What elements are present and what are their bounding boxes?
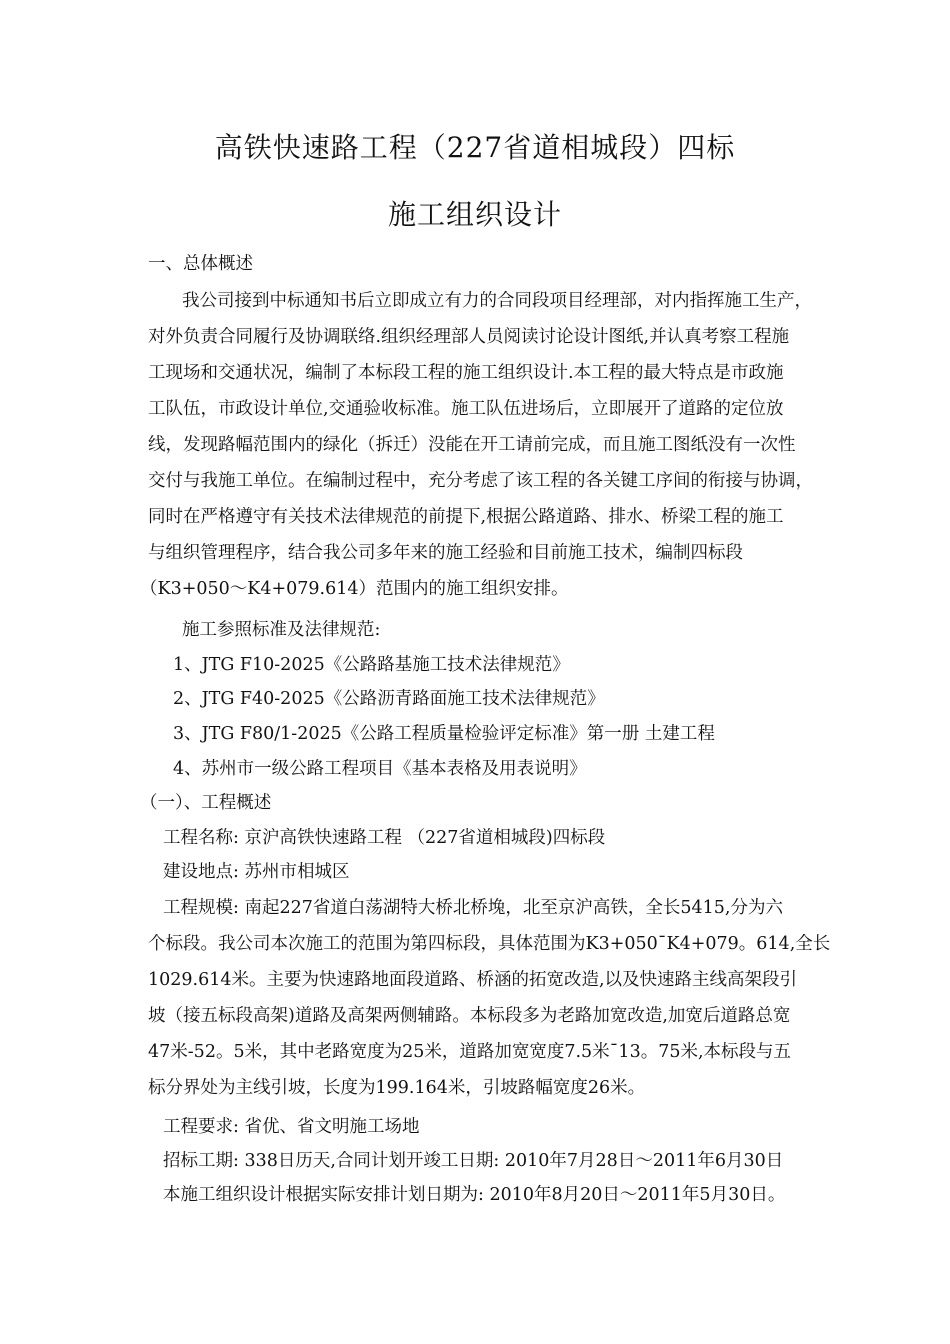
document-title: 高铁快速路工程（227省道相城段）四标 <box>214 131 736 164</box>
standard-item: 3、JTG F80/1-2025《公路工程质量检验评定标准》第一册 土建工程 <box>173 724 715 744</box>
project-scale-line: 工程规模: 南起227省道白荡湖特大桥北桥堍，北至京沪高铁，全长5415,分为六 <box>163 898 783 918</box>
paragraph-line: 同时在严格遵守有关技术法律规范的前提下,根据公路道路、排水、桥梁工程的施工 <box>148 507 784 527</box>
paragraph-line: 交付与我施工单位。在编制过程中，充分考虑了该工程的各关键工序间的衔接与协调， <box>148 471 813 491</box>
project-name: 工程名称: 京沪高铁快速路工程 （227省道相城段)四标段 <box>163 828 606 848</box>
standard-item: 1、JTG F10-2025《公路路基施工技术法律规范》 <box>173 655 570 675</box>
paragraph-line: （K3+050～K4+079.614）范围内的施工组织安排。 <box>140 579 569 599</box>
project-scale-line: 坡（接五标段高架)道路及高架两侧辅路。本标段多为老路加宽改造,加宽后道路总宽 <box>148 1006 791 1026</box>
project-scale-line: 个标段。我公司本次施工的范围为第四标段，具体范围为K3+050¯K4+079。614,全长 <box>148 934 831 954</box>
standards-heading: 施工参照标准及法律规范: <box>182 620 381 640</box>
project-requirements: 工程要求: 省优、省文明施工场地 <box>163 1117 420 1137</box>
paragraph-line: 对外负责合同履行及协调联络.组织经理部人员阅读讨论设计图纸,并认真考察工程施 <box>148 327 790 347</box>
plan-period: 本施工组织设计根据实际安排计划日期为: 2010年8月20日～2011年5月30日。 <box>163 1185 786 1205</box>
section-heading-overview: 一、总体概述 <box>148 254 253 274</box>
standard-item: 2、JTG F40-2025《公路沥青路面施工技术法律规范》 <box>173 689 605 709</box>
bid-period: 招标工期: 338日历天,合同计划开竣工日期: 2010年7月28日～2011年6月30日 <box>163 1151 784 1171</box>
paragraph-line: 工现场和交通状况，编制了本标段工程的施工组织设计.本工程的最大特点是市政施 <box>148 363 784 383</box>
document-subtitle: 施工组织设计 <box>387 198 562 231</box>
subsection-heading-project: （一）、工程概述 <box>140 793 272 813</box>
paragraph-line: 工队伍，市政设计单位,交通验收标准。施工队伍进场后，立即展开了道路的定位放 <box>148 399 784 419</box>
paragraph-line: 我公司接到中标通知书后立即成立有力的合同段项目经理部，对内指挥施工生产， <box>182 291 812 311</box>
project-scale-line: 标分界处为主线引坡，长度为199.164米，引坡路幅宽度26米。 <box>148 1078 646 1098</box>
paragraph-line: 线，发现路幅范围内的绿化（拆迁）没能在开工请前完成，而且施工图纸没有一次性 <box>148 435 796 455</box>
project-location: 建设地点: 苏州市相城区 <box>163 862 350 882</box>
standard-item: 4、苏州市一级公路工程项目《基本表格及用表说明》 <box>173 759 587 779</box>
project-scale-line: 1029.614米。主要为快速路地面段道路、桥涵的拓宽改造,以及快速路主线高架段引 <box>148 970 798 990</box>
paragraph-line: 与组织管理程序，结合我公司多年来的施工经验和目前施工技术，编制四标段 <box>148 543 743 563</box>
project-scale-line: 47米-52。5米，其中老路宽度为25米，道路加宽宽度7.5米¯13。75米,本标段与五 <box>148 1042 792 1062</box>
